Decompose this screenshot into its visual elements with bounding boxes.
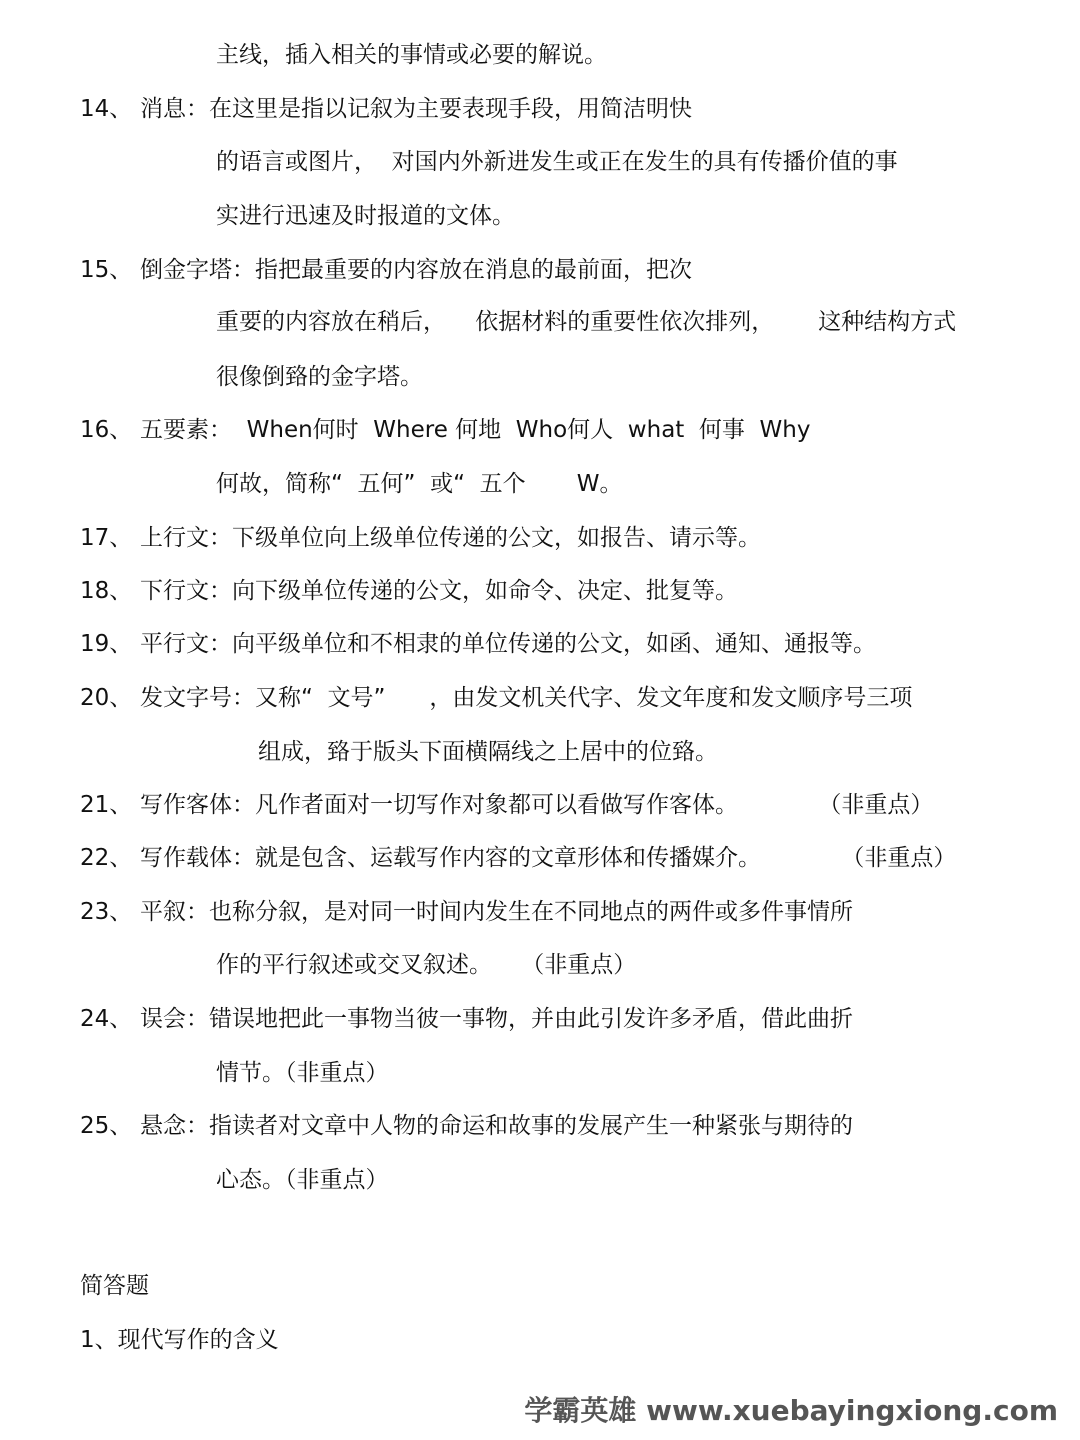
item-16-line-1: 何故，简称“ 五何” 或“ 五个 W。 <box>216 471 623 497</box>
item-25-number: 25、 <box>80 1113 133 1139</box>
item-15-number: 15、 <box>80 257 133 283</box>
item-21-number: 21、 <box>80 792 133 818</box>
item-18-term: 下行文：向下级单位传递的公文，如命令、决定、批复等。 <box>140 578 738 604</box>
item-24-line-1: 情节。（非重点） <box>216 1060 389 1086</box>
item-22-number: 22、 <box>80 845 133 871</box>
item-17-term: 上行文：下级单位向上级单位传递的公文，如报告、请示等。 <box>140 525 761 551</box>
item-24-term: 误会：错误地把此一事物当彼一事物，并由此引发许多矛盾，借此曲折 <box>140 1006 853 1032</box>
question-1: 1、现代写作的含义 <box>80 1327 279 1353</box>
item-23-line-1: 作的平行叙述或交叉叙述。 （非重点） <box>216 952 637 978</box>
watermark: 学霸英雄 www.xuebayingxiong.com <box>524 1394 1058 1427</box>
item-23-term: 平叙：也称分叙，是对同一时间内发生在不同地点的两件或多件事情所 <box>140 899 853 925</box>
item-20-number: 20、 <box>80 685 133 711</box>
item-13-continuation: 主线，插入相关的事情或必要的解说。 <box>216 42 607 68</box>
item-25-line-1: 心态。（非重点） <box>216 1167 389 1193</box>
item-21-term: 写作客体：凡作者面对一切写作对象都可以看做写作客体。 （非重点） <box>140 792 934 818</box>
item-24-number: 24、 <box>80 1006 133 1032</box>
item-20-term: 发文字号：又称“ 文号” ，由发文机关代字、发文年度和发文顺序号三项 <box>140 685 913 711</box>
item-19-term: 平行文：向平级单位和不相隶的单位传递的公文，如函、通知、通报等。 <box>140 631 876 657</box>
section-title: 简答题 <box>80 1273 149 1299</box>
item-15-term: 倒金字塔：指把最重要的内容放在消息的最前面，把次 <box>140 257 692 283</box>
item-20-line-1: 组成，臵于版头下面横隔线之上居中的位臵。 <box>258 739 718 765</box>
item-15-line-2: 很像倒臵的金字塔。 <box>216 364 423 390</box>
item-15-line-1: 重要的内容放在稍后， 依据材料的重要性依次排列， 这种结构方式 <box>216 309 957 335</box>
item-25-term: 悬念：指读者对文章中人物的命运和故事的发展产生一种紧张与期待的 <box>140 1113 853 1139</box>
item-16-number: 16、 <box>80 417 133 443</box>
item-22-term: 写作载体：就是包含、运载写作内容的文章形体和传播媒介。 （非重点） <box>140 845 957 871</box>
item-14-line-1: 的语言或图片， 对国内外新进发生或正在发生的具有传播价值的事 <box>216 149 898 175</box>
item-14-term: 消息：在这里是指以记叙为主要表现手段，用简洁明快 <box>140 96 692 122</box>
item-18-number: 18、 <box>80 578 133 604</box>
item-19-number: 19、 <box>80 631 133 657</box>
item-23-number: 23、 <box>80 899 133 925</box>
item-14-line-2: 实进行迅速及时报道的文体。 <box>216 203 515 229</box>
item-14-number: 14、 <box>80 96 133 122</box>
item-17-number: 17、 <box>80 525 133 551</box>
item-16-term: 五要素： When何时 Where 何地 Who何人 what 何事 Why <box>140 417 811 443</box>
